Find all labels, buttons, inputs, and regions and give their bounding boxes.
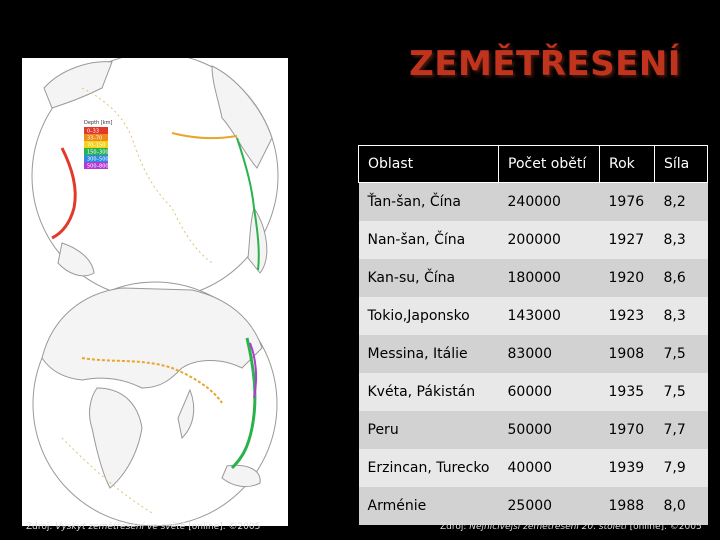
table-row [359, 335, 708, 373]
table-row [359, 297, 708, 335]
earthquake-table [358, 145, 708, 525]
source-prefix: Zdroj: [26, 522, 56, 532]
map-source-citation [26, 522, 260, 532]
cell-year: 1920 [600, 259, 655, 297]
cell-victims: 50000 [499, 411, 600, 449]
legend-label: 33–70 [87, 135, 103, 142]
cell-region: Peru [359, 411, 499, 449]
legend-label: 300–500 [87, 156, 109, 163]
cell-magnitude: 8,3 [655, 297, 708, 335]
cell-year: 1927 [600, 221, 655, 259]
legend-label: 70–150 [87, 142, 106, 149]
cell-magnitude: 7,5 [655, 373, 708, 411]
table-header-row [359, 146, 708, 183]
header-victims: Počet obětí [499, 146, 600, 183]
table-source-citation [440, 522, 702, 532]
source-suffix: [online]. ©2005 [185, 522, 261, 532]
cell-region: Arménie [359, 487, 499, 525]
source-prefix: Zdroj: [440, 522, 470, 532]
cell-victims: 180000 [499, 259, 600, 297]
cell-year: 1908 [600, 335, 655, 373]
slide-title: ZEMĚTŘESENÍ [409, 44, 681, 84]
cell-victims: 143000 [499, 297, 600, 335]
legend-label: 150–300 [87, 149, 109, 156]
cell-magnitude: 7,9 [655, 449, 708, 487]
table-row [359, 487, 708, 525]
cell-magnitude: 7,7 [655, 411, 708, 449]
cell-magnitude: 8,3 [655, 221, 708, 259]
depth-legend [84, 127, 109, 170]
legend-label: 500–800 [87, 163, 109, 170]
table-row [359, 183, 708, 222]
source-title: Nejničivější zemětřesení 20. století [469, 522, 627, 532]
cell-victims: 200000 [499, 221, 600, 259]
legend-label: 0–33 [87, 128, 100, 135]
cell-region: Erzincan, Turecko [359, 449, 499, 487]
cell-magnitude: 7,5 [655, 335, 708, 373]
earthquake-depth-map [22, 58, 288, 526]
table-row [359, 259, 708, 297]
table-row [359, 449, 708, 487]
cell-year: 1988 [600, 487, 655, 525]
cell-victims: 25000 [499, 487, 600, 525]
cell-magnitude: 8,6 [655, 259, 708, 297]
table-row [359, 221, 708, 259]
cell-magnitude: 8,0 [655, 487, 708, 525]
source-suffix: [online]. ©2005 [626, 522, 702, 532]
source-title: Výskyt zemětřesení ve světě [55, 522, 186, 532]
legend-title: Depth [km] [84, 120, 113, 126]
cell-region: Ťan-šan, Čína [359, 183, 499, 222]
table-row [359, 373, 708, 411]
table-row [359, 411, 708, 449]
header-magnitude: Síla [655, 146, 708, 183]
cell-region: Tokio,Japonsko [359, 297, 499, 335]
header-year: Rok [600, 146, 655, 183]
header-region: Oblast [359, 146, 499, 183]
cell-victims: 60000 [499, 373, 600, 411]
cell-victims: 240000 [499, 183, 600, 222]
cell-year: 1923 [600, 297, 655, 335]
cell-region: Kvéta, Pákistán [359, 373, 499, 411]
cell-region: Messina, Itálie [359, 335, 499, 373]
cell-region: Nan-šan, Čína [359, 221, 499, 259]
cell-victims: 40000 [499, 449, 600, 487]
cell-year: 1976 [600, 183, 655, 222]
cell-region: Kan-su, Čína [359, 259, 499, 297]
cell-year: 1970 [600, 411, 655, 449]
cell-year: 1935 [600, 373, 655, 411]
world-hemispheres-svg [22, 58, 288, 526]
cell-year: 1939 [600, 449, 655, 487]
cell-magnitude: 8,2 [655, 183, 708, 222]
cell-victims: 83000 [499, 335, 600, 373]
